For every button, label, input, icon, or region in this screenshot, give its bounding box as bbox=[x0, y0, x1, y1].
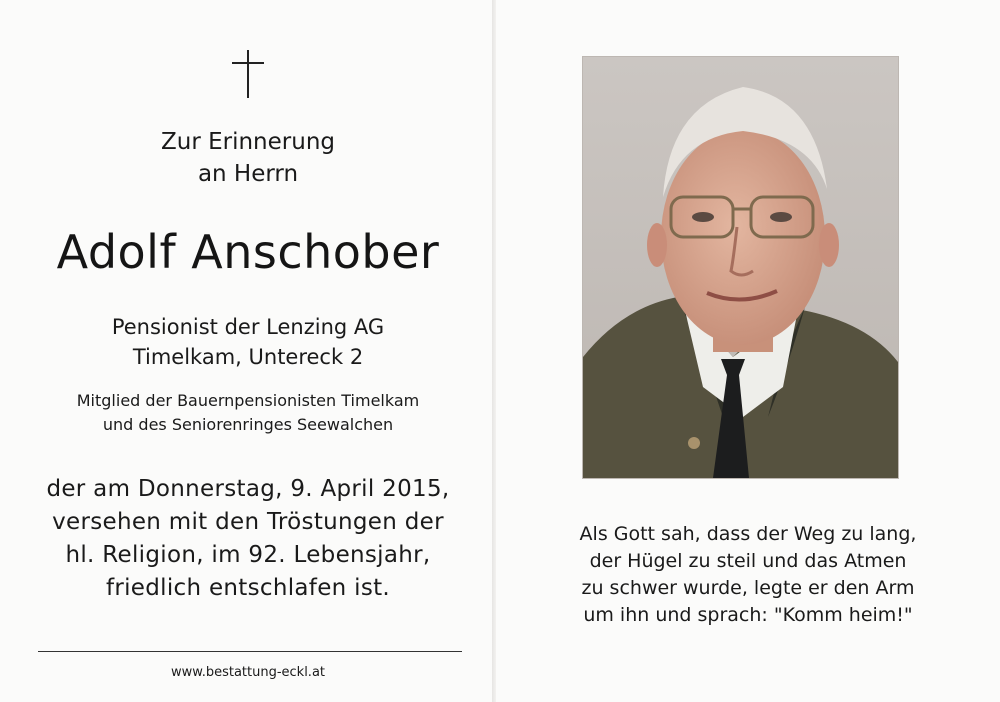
cross-icon bbox=[232, 50, 264, 98]
intro-text bbox=[0, 126, 496, 190]
memorial-verse bbox=[496, 521, 1000, 629]
memberships-text bbox=[0, 389, 496, 437]
deceased-name: Adolf Anschober bbox=[56, 225, 440, 279]
membership-line: Mitglied der Bauernpensionisten Timelkam bbox=[76, 391, 420, 410]
death-notice bbox=[0, 473, 496, 605]
verse-line: um ihn und sprach: "Komm heim!" bbox=[583, 604, 913, 626]
occupation-text bbox=[0, 312, 496, 372]
membership-line: und des Seniorenringes Seewalchen bbox=[102, 415, 394, 434]
death-notice-line: versehen mit den Tröstungen der bbox=[52, 509, 444, 535]
verse-line: der Hügel zu steil und das Atmen bbox=[589, 550, 907, 572]
funeral-home-website: www.bestattung-eckl.at bbox=[170, 665, 326, 680]
address-line: Timelkam, Untereck 2 bbox=[132, 345, 364, 369]
portrait-photo bbox=[582, 56, 899, 479]
death-notice-line: der am Donnerstag, 9. April 2015, bbox=[46, 476, 450, 502]
death-notice-line: hl. Religion, im 92. Lebensjahr, bbox=[65, 542, 431, 568]
occupation-line: Pensionist der Lenzing AG bbox=[111, 315, 385, 339]
verse-line: zu schwer wurde, legte er den Arm bbox=[581, 577, 915, 599]
intro-line: Zur Erinnerung bbox=[161, 129, 335, 155]
intro-line: an Herrn bbox=[197, 161, 299, 187]
verse-line: Als Gott sah, dass der Weg zu lang, bbox=[579, 523, 917, 545]
divider-rule bbox=[38, 651, 462, 652]
death-notice-line: friedlich entschlafen ist. bbox=[105, 575, 391, 601]
